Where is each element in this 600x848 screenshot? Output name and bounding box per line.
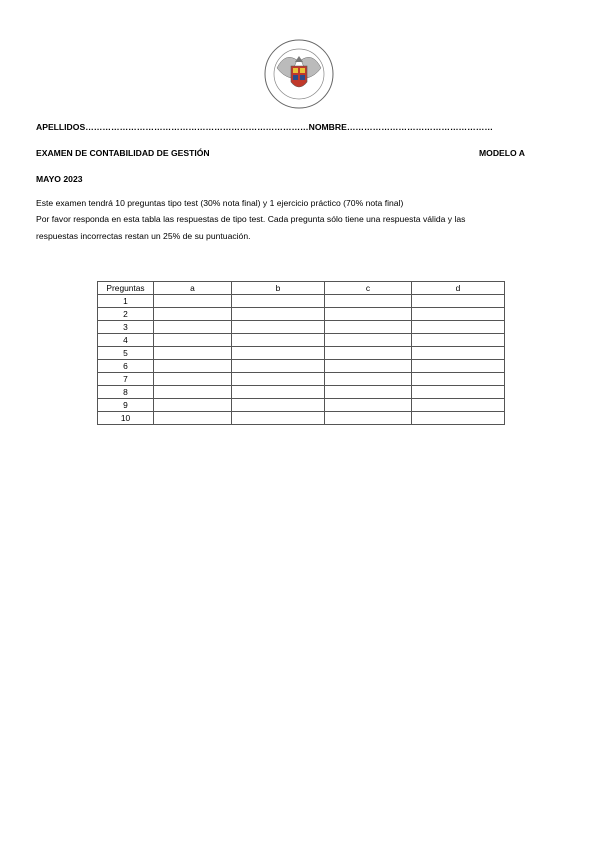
answer-cell-c[interactable] xyxy=(325,412,412,425)
answer-cell-b[interactable] xyxy=(232,412,325,425)
answer-cell-d[interactable] xyxy=(412,308,505,321)
answer-cell-c[interactable] xyxy=(325,347,412,360)
question-number: 8 xyxy=(98,386,154,399)
answer-cell-a[interactable] xyxy=(154,360,232,373)
university-seal-icon xyxy=(263,38,335,110)
nombre-field[interactable]: …………………………………………… xyxy=(346,122,493,132)
answer-cell-b[interactable] xyxy=(232,295,325,308)
answer-cell-a[interactable] xyxy=(154,334,232,347)
answer-cell-a[interactable] xyxy=(154,308,232,321)
answer-cell-d[interactable] xyxy=(412,295,505,308)
answer-cell-c[interactable] xyxy=(325,295,412,308)
answer-cell-c[interactable] xyxy=(325,386,412,399)
instructions-line-1: Este examen tendrá 10 preguntas tipo test (30% nota final) y 1 ejercicio práctico (70% nota final) xyxy=(36,198,404,208)
answer-cell-b[interactable] xyxy=(232,334,325,347)
answer-cell-d[interactable] xyxy=(412,386,505,399)
answer-cell-b[interactable] xyxy=(232,321,325,334)
answer-cell-a[interactable] xyxy=(154,373,232,386)
apellidos-field[interactable]: …………………………………………………………………… xyxy=(85,122,309,132)
question-number: 10 xyxy=(98,412,154,425)
answer-cell-a[interactable] xyxy=(154,295,232,308)
answer-cell-d[interactable] xyxy=(412,347,505,360)
answer-cell-b[interactable] xyxy=(232,347,325,360)
answer-cell-b[interactable] xyxy=(232,360,325,373)
instructions-line-2: Por favor responda en esta tabla las respuestas de tipo test. Cada pregunta sólo tiene una respuesta válida y las xyxy=(36,214,466,224)
answer-cell-b[interactable] xyxy=(232,386,325,399)
header-d: d xyxy=(412,282,505,295)
question-number: 3 xyxy=(98,321,154,334)
table-row xyxy=(98,321,505,334)
answer-cell-c[interactable] xyxy=(325,308,412,321)
table-row xyxy=(98,373,505,386)
answer-cell-d[interactable] xyxy=(412,412,505,425)
instructions-line-3: respuestas incorrectas restan un 25% de su puntuación. xyxy=(36,231,251,241)
answer-table xyxy=(97,281,505,425)
answer-cell-c[interactable] xyxy=(325,373,412,386)
table-row xyxy=(98,295,505,308)
question-number: 2 xyxy=(98,308,154,321)
answer-cell-a[interactable] xyxy=(154,321,232,334)
question-number: 9 xyxy=(98,399,154,412)
table-row xyxy=(98,399,505,412)
answer-cell-a[interactable] xyxy=(154,347,232,360)
answer-cell-a[interactable] xyxy=(154,386,232,399)
answer-cell-b[interactable] xyxy=(232,373,325,386)
answer-cell-d[interactable] xyxy=(412,373,505,386)
answer-cell-b[interactable] xyxy=(232,308,325,321)
table-row xyxy=(98,360,505,373)
header-preguntas: Preguntas xyxy=(98,282,154,295)
exam-model: MODELO A xyxy=(479,148,525,158)
answer-table-header xyxy=(98,282,505,295)
answer-cell-d[interactable] xyxy=(412,334,505,347)
question-number: 1 xyxy=(98,295,154,308)
apellidos-nombre-line xyxy=(36,122,493,132)
apellidos-label: APELLIDOS xyxy=(36,122,86,132)
table-row xyxy=(98,386,505,399)
answer-cell-a[interactable] xyxy=(154,412,232,425)
answer-cell-c[interactable] xyxy=(325,334,412,347)
table-row xyxy=(98,308,505,321)
header-b: b xyxy=(232,282,325,295)
answer-cell-d[interactable] xyxy=(412,360,505,373)
table-row xyxy=(98,334,505,347)
table-row xyxy=(98,412,505,425)
header-a: a xyxy=(154,282,232,295)
question-number: 7 xyxy=(98,373,154,386)
exam-date: MAYO 2023 xyxy=(36,174,83,184)
answer-cell-a[interactable] xyxy=(154,399,232,412)
nombre-label: NOMBRE xyxy=(308,122,347,132)
answer-cell-c[interactable] xyxy=(325,399,412,412)
table-row xyxy=(98,347,505,360)
answer-cell-c[interactable] xyxy=(325,360,412,373)
answer-table-body xyxy=(98,295,505,425)
answer-cell-b[interactable] xyxy=(232,399,325,412)
question-number: 5 xyxy=(98,347,154,360)
answer-cell-d[interactable] xyxy=(412,399,505,412)
question-number: 4 xyxy=(98,334,154,347)
answer-cell-c[interactable] xyxy=(325,321,412,334)
question-number: 6 xyxy=(98,360,154,373)
exam-title: EXAMEN DE CONTABILIDAD DE GESTIÓN xyxy=(36,148,210,158)
answer-cell-d[interactable] xyxy=(412,321,505,334)
header-c: c xyxy=(325,282,412,295)
